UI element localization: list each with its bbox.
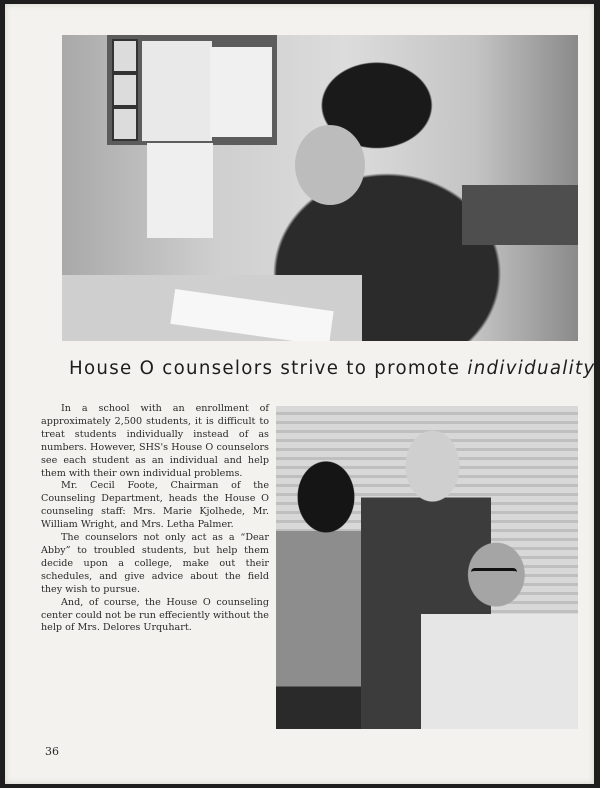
article-body <box>41 403 269 635</box>
counselor-figure <box>421 531 578 729</box>
paragraph: Mr. Cecil Foote, Chairman of the Counseling Department, heads the House O counseling staff: Mrs. Marie Kjolhede, Mr. William Wright, and Mrs. Letha Palmer. <box>41 480 269 531</box>
page-number: 36 <box>45 745 59 758</box>
pinned-paper <box>142 41 212 141</box>
pinned-paper <box>210 47 272 137</box>
headline-text: House O counselors strive to promote <box>69 358 461 379</box>
paragraph: In a school with an enrollment of approximately 2,500 students, it is difficult to treat students individually instead of as numbers. However, SHS's House O counselors see each student as an individual and help them with their own individual problems. <box>41 403 269 479</box>
pinned-photo <box>112 107 138 141</box>
counselor-figure <box>295 125 365 205</box>
paragraph: And, of course, the House O counseling center could not be run effeciently without the help of Mrs. Delores Urquhart. <box>41 596 269 634</box>
pinned-photo <box>112 39 138 73</box>
headline-italic-word: individuality <box>467 358 596 379</box>
yearbook-page <box>5 4 594 784</box>
paragraph: The counselors not only act as a “Dear Abby” to troubled students, but help them decide upon a college, make out their schedules, and give advice about the field they wish to pursue. <box>41 532 269 595</box>
pinned-paper <box>147 143 213 238</box>
photo-students-with-counselor <box>276 406 578 729</box>
file-cabinet <box>462 185 578 245</box>
glasses <box>471 568 517 581</box>
page-headline <box>69 358 596 379</box>
pinned-photo <box>112 73 138 107</box>
photo-counselor-at-desk <box>62 35 578 341</box>
